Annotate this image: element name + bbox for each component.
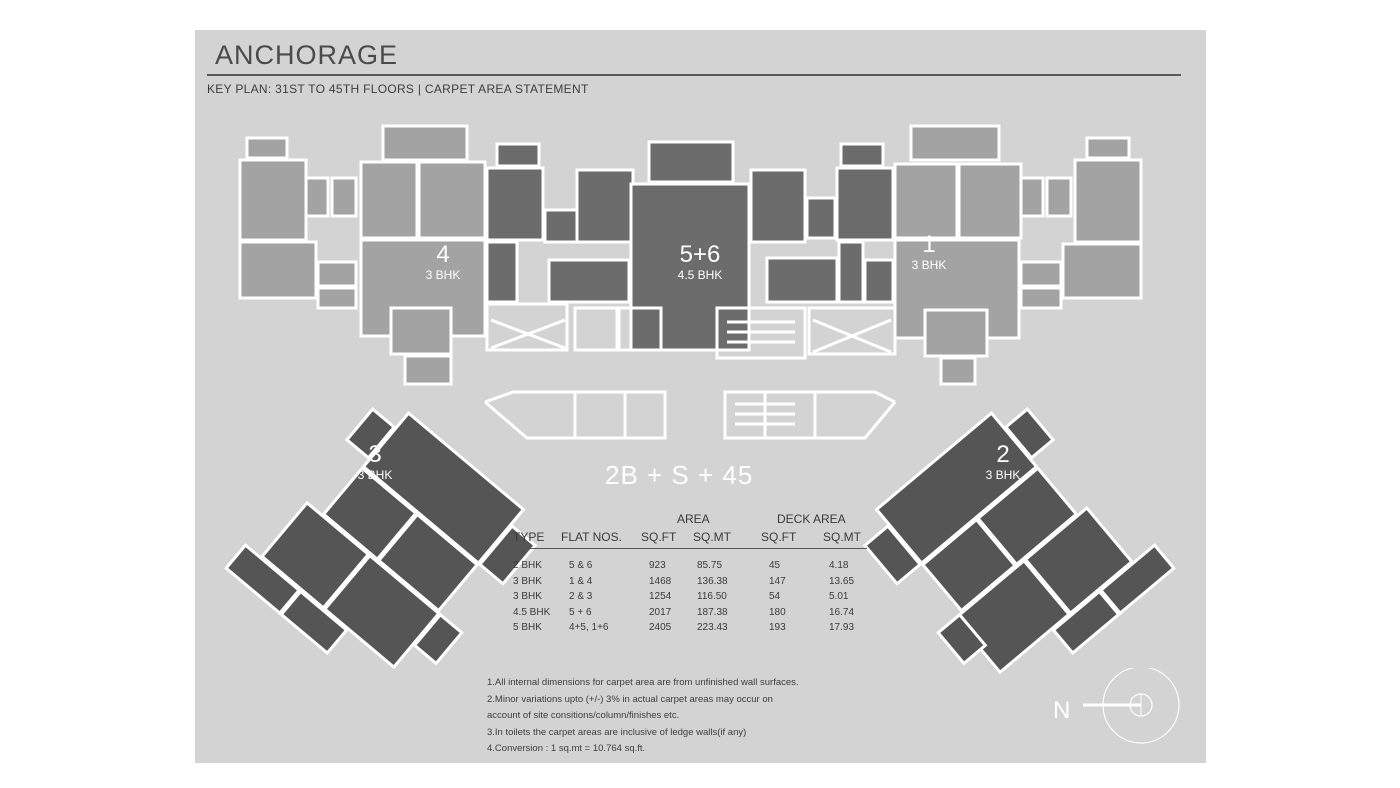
cell-flat-nos: 2 & 3 [569,591,593,602]
unit-2-type: 3 BHK [985,468,1021,482]
cell-area-sqft: 923 [649,560,666,571]
deck-area-group-header: DECK AREA [777,512,846,526]
unit-3-number: 3 [368,441,382,468]
cell-area-sqmt: 136.38 [697,575,728,587]
cell-flat-nos: 4+5, 1+6 [569,622,609,633]
unit-4-type: 3 BHK [425,268,461,282]
unit-2-label [973,442,1033,482]
unit-2-number: 2 [996,441,1010,468]
table-header-rule [497,548,867,549]
unit-1-type: 3 BHK [911,258,947,272]
north-label: N [1053,697,1071,724]
unit-5-6-type: 4.5 BHK [677,268,723,282]
table-row [497,576,867,592]
cell-flat-nos: 1 & 4 [569,575,593,587]
cell-deck-sqmt: 17.93 [829,622,855,633]
cell-area-sqft: 1468 [649,575,672,587]
cell-type: 2 BHK [513,560,542,571]
table-row [497,560,867,576]
cell-area-sqft: 2405 [649,622,672,633]
note-line: 3.In toilets the carpet areas are inclusive of ledge walls(if any) [487,726,747,738]
cell-deck-sqft: 45 [769,560,781,571]
unit-1-label [899,232,959,272]
notes [487,675,799,758]
cell-flat-nos: 5 + 6 [569,606,592,618]
cell-deck-sqmt: 4.18 [829,560,849,571]
header-deck-sqmt: SQ.MT [823,530,861,544]
cell-type: 3 BHK [513,575,542,587]
unit-3-plan [226,387,551,710]
cell-deck-sqft: 193 [769,622,786,633]
cell-area-sqmt: 85.75 [697,560,723,571]
note-line: account of site consitions/column/finishes etc. [487,710,680,721]
table-row [497,622,867,638]
header-deck-sqft: SQ.FT [761,530,797,544]
area-group-header: AREA [677,512,710,526]
cell-deck-sqmt: 13.65 [829,575,855,587]
north-arrow [1045,668,1185,752]
cell-area-sqmt: 116.50 [697,591,727,602]
cell-deck-sqft: 180 [769,606,786,618]
project-title: ANCHORAGE [215,40,399,70]
floors-label: 2B + S + 45 [605,460,754,490]
header-type: TYPE [513,530,545,544]
table-row [497,607,867,623]
unit-4-number: 4 [436,241,450,268]
plan-subtitle: KEY PLAN: 31ST TO 45TH FLOORS | CARPET AREA STATEMENT [207,82,589,96]
cell-area-sqft: 1254 [649,591,672,602]
unit-2-plan [852,387,1174,710]
cell-deck-sqmt: 5.01 [829,591,849,602]
cell-deck-sqft: 147 [769,575,786,587]
cell-deck-sqmt: 16.74 [829,606,855,618]
cell-deck-sqft: 54 [769,591,781,602]
cell-type: 3 BHK [513,591,542,602]
cell-flat-nos: 5 & 6 [569,560,593,571]
cell-type: 4.5 BHK [513,606,551,618]
unit-5-6-number: 5+6 [679,241,721,268]
header-area-sqmt: SQ.MT [693,530,731,544]
unit-3-type: 3 BHK [357,468,393,482]
header-flat-nos: FLAT NOS. [561,530,622,544]
table-row [497,591,867,607]
note-line: 4.Conversion : 1 sq.mt = 10.764 sq.ft. [487,743,646,754]
note-line: 1.All internal dimensions for carpet area are from unfinished wall surfaces. [487,677,799,688]
unit-1-number: 1 [922,231,936,258]
unit-5-6-label [660,242,740,282]
cell-area-sqft: 2017 [649,606,672,618]
floor-plan [195,30,1206,763]
cell-area-sqmt: 223.43 [697,622,728,633]
cell-type: 5 BHK [513,622,542,633]
cell-area-sqmt: 187.38 [697,606,728,618]
unit-4-label [413,242,473,282]
header-area-sqft: SQ.FT [641,530,677,544]
unit-3-label [345,442,405,482]
key-plan-sheet [195,30,1206,763]
note-line: 2.Minor variations upto (+/-) 3% in actual carpet areas may occur on [487,693,773,705]
